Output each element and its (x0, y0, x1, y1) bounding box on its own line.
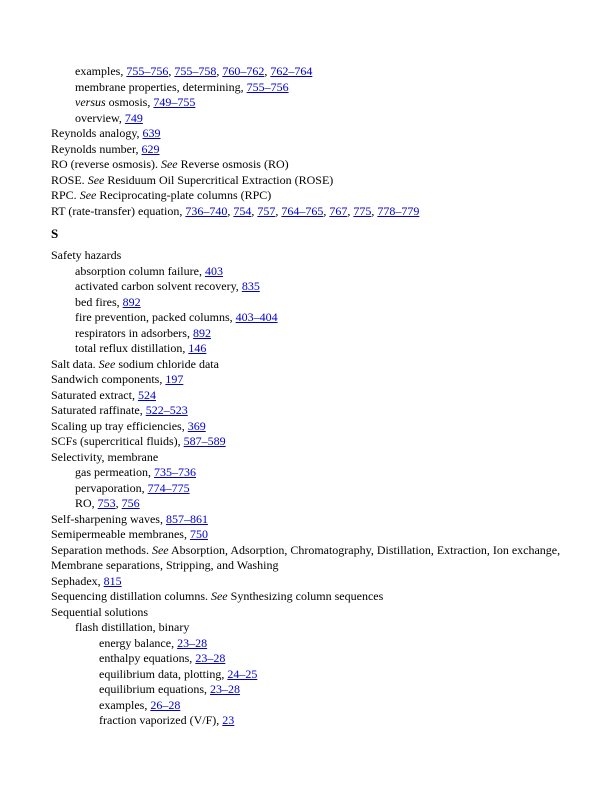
entry-text: , (264, 64, 271, 78)
index-subentry (51, 698, 571, 714)
page-reference-link[interactable]: 767 (329, 203, 348, 218)
entry-text: membrane properties, determining, (75, 79, 247, 94)
page-reference-link[interactable]: 639 (142, 126, 161, 140)
page-reference-link[interactable]: 197 (165, 372, 184, 386)
index-entry (51, 126, 571, 142)
page-reference-link[interactable]: 892 (122, 294, 141, 309)
entry-text: , (168, 64, 175, 78)
entry-text: pervaporation, (75, 480, 148, 495)
page-reference-link[interactable]: 835 (241, 279, 260, 293)
index-subentry (51, 667, 571, 683)
entry-italic-text: versus (75, 95, 106, 109)
page-reference-link[interactable]: 26–28 (150, 697, 181, 712)
entry-text: Reciprocating-plate columns (RPC) (96, 188, 272, 202)
index-entry (51, 434, 571, 450)
entry-text: ROSE. (51, 172, 88, 187)
index-subentry (51, 80, 571, 96)
index-subentry (51, 326, 571, 342)
index-subentry (51, 64, 571, 80)
entry-text: equilibrium equations, (99, 682, 210, 696)
page-reference-link[interactable]: 736–740 (185, 203, 228, 218)
entry-text: Reynolds number, (51, 141, 142, 156)
entry-text: , (227, 203, 234, 218)
page-reference-link[interactable]: 146 (188, 341, 207, 355)
see-reference-label: See (98, 356, 116, 371)
page-reference-link[interactable]: 775 (353, 203, 372, 218)
index-subentry (51, 264, 571, 280)
entry-text: bed fires, (75, 294, 123, 309)
page-reference-link[interactable]: 764–765 (281, 203, 324, 218)
entry-text: fraction vaporized (V/F), (99, 713, 223, 727)
entry-text: SCFs (supercritical fluids), (51, 434, 184, 448)
page-reference-link[interactable]: 778–779 (377, 203, 420, 218)
index-entry (51, 357, 571, 373)
index-subentry (51, 279, 571, 295)
page-reference-link[interactable]: 755–756 (126, 64, 169, 78)
index-entry (51, 142, 571, 158)
page-reference-link[interactable]: 23–28 (195, 651, 226, 665)
entry-text: Saturated extract, (51, 387, 138, 402)
page-reference-link[interactable]: 892 (192, 325, 211, 340)
entry-text: respirators in adsorbers, (75, 325, 193, 340)
page-reference-link[interactable]: 522–523 (145, 403, 188, 417)
entry-text: Synthesizing column sequences (227, 589, 384, 603)
page-reference-link[interactable]: 857–861 (165, 511, 208, 526)
entry-text: Salt data. (51, 356, 99, 371)
entry-text: , (275, 203, 282, 218)
index-subentry (51, 341, 571, 357)
entry-text: RPC. (51, 188, 80, 202)
index-subentry (51, 620, 571, 636)
index-entry (51, 419, 571, 435)
index-entry (51, 372, 571, 388)
page-reference-link[interactable]: 774–775 (147, 480, 190, 495)
entry-text: , (347, 203, 354, 218)
entry-text: Saturated raffinate, (51, 403, 146, 417)
index-subentry (51, 682, 571, 698)
index-subentry (51, 95, 571, 111)
entry-text: flash distillation, binary (75, 620, 190, 634)
entry-text: RO (reverse osmosis). (51, 157, 161, 171)
page-reference-link[interactable]: 749 (124, 110, 143, 125)
index-subentry (51, 465, 571, 481)
entry-text: Absorption, Adsorption, Chromatography, Distillation, Extraction, Ion exchange, Membrane separations, Stripping, and Washing (51, 542, 561, 572)
index-entry (51, 157, 571, 173)
entry-text: Residuum Oil Supercritical Extraction (ROSE) (104, 172, 334, 187)
index-subentry (51, 636, 571, 652)
page-reference-link[interactable]: 756 (121, 496, 140, 510)
entry-text: Sephadex, (51, 573, 104, 588)
index-entry (51, 248, 571, 264)
page-reference-link[interactable]: 815 (103, 573, 122, 588)
index-subentry (51, 496, 571, 512)
entry-text: Scaling up tray efficiencies, (51, 418, 188, 433)
index-entries (51, 64, 571, 729)
entry-text: , (323, 203, 330, 218)
index-subentry (51, 481, 571, 497)
entry-text: Separation methods. (51, 542, 152, 557)
entry-text: fire prevention, packed columns, (75, 310, 236, 324)
entry-text: equilibrium data, plotting, (99, 666, 228, 681)
see-reference-label: See (160, 157, 178, 171)
page-reference-link[interactable]: 587–589 (183, 434, 226, 448)
page-reference-link[interactable]: 629 (141, 141, 160, 156)
entry-text: Sequencing distillation columns. (51, 589, 211, 603)
page-reference-link[interactable]: 753 (97, 496, 116, 510)
see-reference-label: See (151, 542, 169, 557)
entry-text: activated carbon solvent recovery, (75, 279, 242, 293)
index-subentry (51, 713, 571, 729)
index-subentry (51, 651, 571, 667)
page-reference-link[interactable]: 750 (189, 527, 208, 541)
page-reference-link[interactable]: 755–758 (174, 64, 217, 78)
page-reference-link[interactable]: 760–762 (222, 64, 265, 78)
entry-text: , (115, 496, 122, 510)
entry-text: Reverse osmosis (RO) (177, 157, 289, 171)
index-entry (51, 388, 571, 404)
entry-text: examples, (99, 697, 151, 712)
index-entry (51, 589, 571, 605)
index-entry (51, 543, 571, 574)
page-reference-link[interactable]: 735–736 (153, 465, 196, 479)
page-reference-link[interactable]: 24–25 (227, 666, 258, 681)
see-reference-label: See (210, 589, 228, 603)
entry-text: overview, (75, 110, 125, 125)
index-entry (51, 512, 571, 528)
entry-text: osmosis, (105, 95, 154, 109)
page-reference-link[interactable]: 757 (257, 203, 276, 218)
page-reference-link[interactable]: 524 (137, 387, 156, 402)
entry-text: Selectivity, membrane (51, 449, 159, 464)
page-reference-link[interactable]: 403 (204, 263, 223, 278)
entry-text: absorption column failure, (75, 263, 205, 278)
entry-text: energy balance, (99, 635, 178, 650)
entry-text: , (251, 203, 258, 218)
entry-text: total reflux distillation, (75, 341, 189, 355)
index-entry (51, 527, 571, 543)
index-entry (51, 173, 571, 189)
entry-text: enthalpy equations, (99, 651, 196, 665)
index-entry (51, 188, 571, 204)
page-reference-link[interactable]: 749–755 (153, 95, 196, 109)
entry-text: Semipermeable membranes, (51, 527, 190, 541)
page-reference-link[interactable]: 23–28 (209, 682, 240, 696)
index-entry (51, 605, 571, 621)
index-entry (51, 574, 571, 590)
entry-text: Self-sharpening waves, (51, 511, 166, 526)
entry-text: RO, (75, 496, 98, 510)
entry-text: sodium chloride data (115, 356, 219, 371)
entry-text: , (371, 203, 378, 218)
entry-text: Sandwich components, (51, 372, 166, 386)
page-reference-link[interactable]: 762–764 (270, 64, 313, 78)
index-subentry (51, 310, 571, 326)
entry-text: examples, (75, 64, 127, 78)
page-reference-link[interactable]: 23 (222, 713, 235, 727)
entry-text: , (216, 64, 223, 78)
entry-text: RT (rate-transfer) equation, (51, 203, 186, 218)
index-entry (51, 204, 571, 220)
entry-text: Safety hazards (51, 248, 122, 262)
page-reference-link[interactable]: 403–404 (235, 310, 278, 324)
see-reference-label: See (79, 188, 97, 202)
section-letter-heading: S (51, 226, 59, 241)
index-entry (51, 403, 571, 419)
index-subentry (51, 111, 571, 127)
page-reference-link[interactable]: 369 (187, 418, 206, 433)
see-reference-label: See (87, 172, 105, 187)
page-reference-link[interactable]: 754 (233, 203, 252, 218)
entry-text: Sequential solutions (51, 604, 148, 619)
index-subentry (51, 295, 571, 311)
entry-text: gas permeation, (75, 465, 154, 479)
entry-text: Reynolds analogy, (51, 126, 143, 140)
page-reference-link[interactable]: 755–756 (246, 79, 289, 94)
page-reference-link[interactable]: 23–28 (177, 635, 208, 650)
index-entry (51, 450, 571, 466)
